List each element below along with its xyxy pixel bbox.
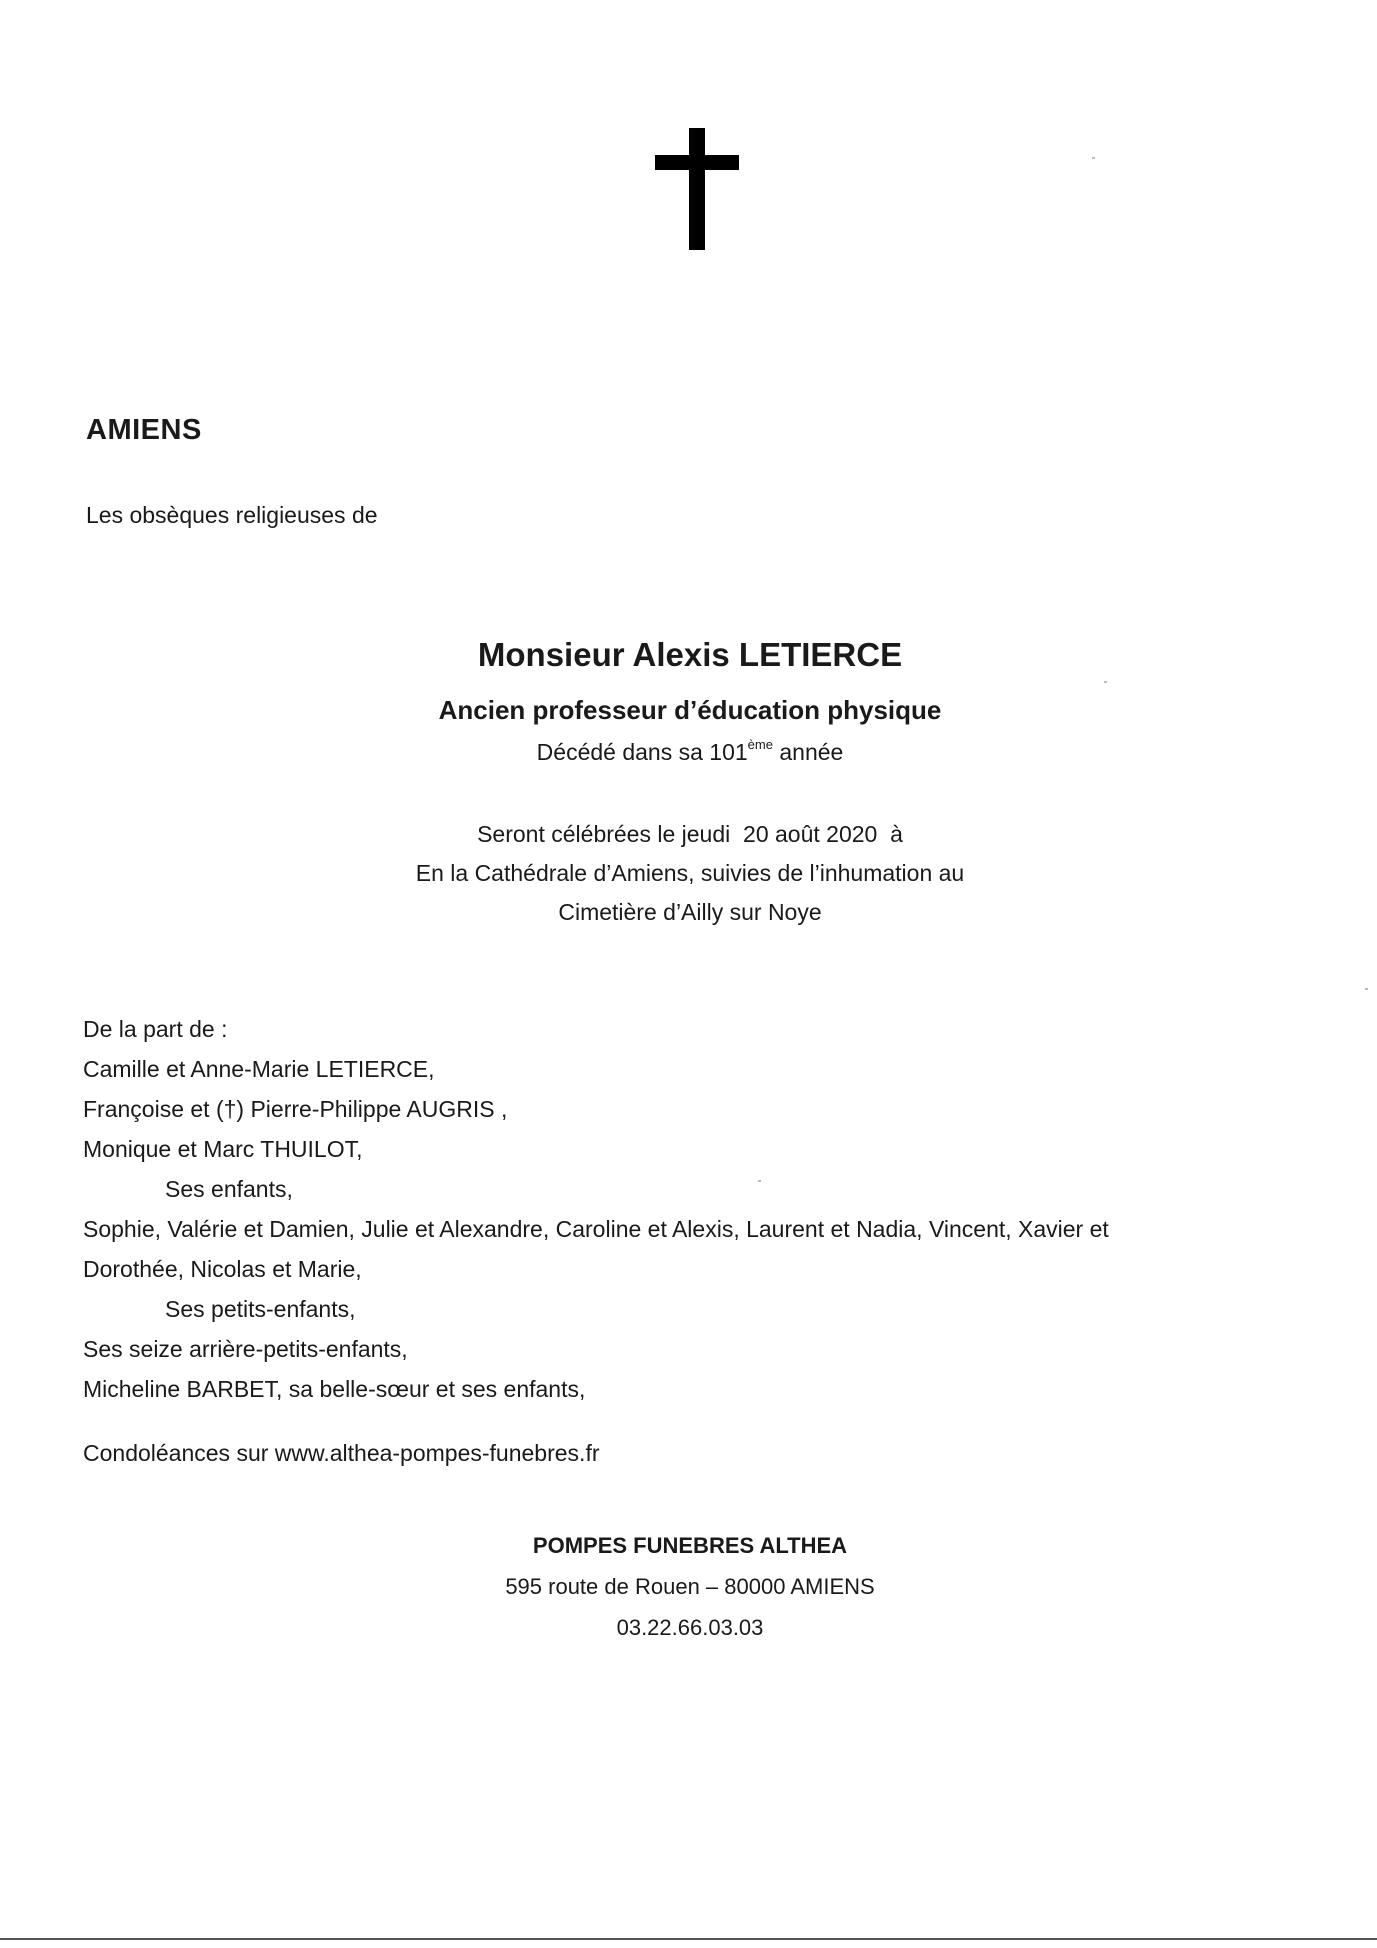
company-address: 595 route de Rouen – 80000 AMIENS [505,1574,875,1599]
grandchildren-label: Ses petits-enfants, [165,1296,356,1322]
ceremony-details [300,815,1080,932]
great-grandchildren: Ses seize arrière-petits-enfants, [83,1336,408,1362]
family-list [83,1009,1283,1409]
funeral-home-block [300,1525,1080,1648]
grandchildren-line: Sophie, Valérie et Damien, Julie et Alexandre, Caroline et Alexis, Laurent et Nadia, Vincent, Xavier et [83,1216,1109,1242]
deceased-title: Ancien professeur d’éducation physique [438,695,942,725]
scan-edge-line [0,1938,1377,1940]
grandchildren-line: Dorothée, Nicolas et Marie, [83,1256,362,1282]
scan-speck [1104,681,1107,683]
cross-icon [655,128,739,250]
age-prefix: Décédé dans sa 101 [536,739,748,765]
family-child: Françoise et (†) Pierre-Philippe AUGRIS , [83,1096,508,1122]
company-phone: 03.22.66.03.03 [616,1615,764,1640]
company-name: POMPES FUNEBRES ALTHEA [532,1533,848,1558]
scan-speck [1092,157,1095,159]
deceased-age [300,739,1080,766]
family-child: Monique et Marc THUILOT, [83,1136,363,1162]
sister-in-law: Micheline BARBET, sa belle-sœur et ses enfants, [83,1376,586,1402]
ceremony-line: En la Cathédrale d’Amiens, suivies de l’inhumation au [415,860,965,886]
age-superscript: ème [747,737,773,752]
scan-speck [758,1180,761,1182]
age-suffix: année [772,739,844,765]
ceremony-line: Seront célébrées le jeudi 20 août 2020 à [477,821,903,847]
city-heading: AMIENS [86,414,202,446]
scan-speck [1365,988,1368,990]
deceased-name: Monsieur Alexis LETIERCE [477,636,903,673]
ceremony-line: Cimetière d’Ailly sur Noye [558,899,822,925]
condolences-line: Condoléances sur www.althea-pompes-funebres.fr [83,1440,600,1466]
children-label: Ses enfants, [165,1176,293,1202]
family-heading: De la part de : [83,1016,228,1042]
family-child: Camille et Anne-Marie LETIERCE, [83,1056,435,1082]
intro-text: Les obsèques religieuses de [86,502,378,528]
